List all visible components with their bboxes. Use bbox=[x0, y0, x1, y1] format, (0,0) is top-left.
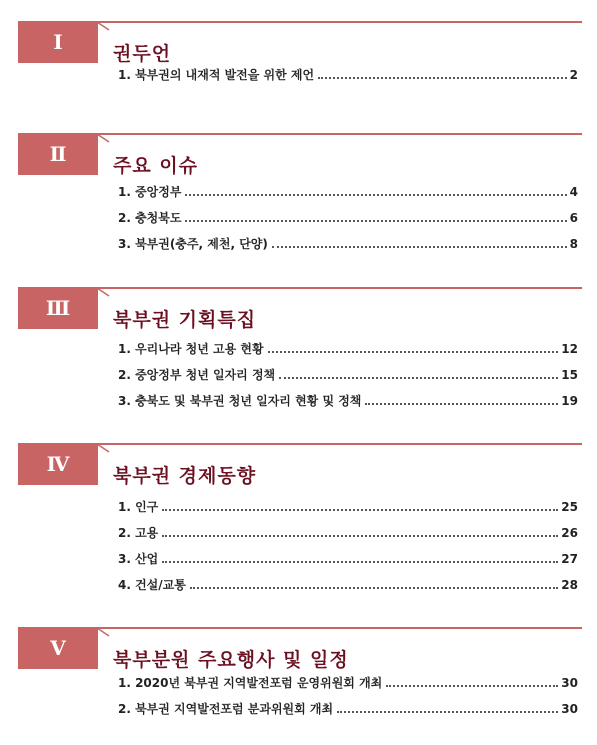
toc-entry-page: 12 bbox=[561, 342, 578, 356]
section-numeral-box bbox=[18, 287, 98, 329]
toc-entry-page: 4 bbox=[569, 185, 578, 199]
section-title: 권두언 bbox=[113, 43, 172, 65]
toc-entry-label: 1. 2020년 북부권 지역발전포럼 운영위원회 개최 bbox=[118, 676, 383, 690]
toc-entry-page: 8 bbox=[569, 237, 578, 251]
section-rule-corner bbox=[96, 627, 110, 637]
section-rule bbox=[98, 287, 582, 289]
toc-entry[interactable] bbox=[118, 700, 578, 726]
section-items bbox=[118, 340, 578, 418]
section-numeral-box bbox=[18, 627, 98, 669]
toc-entry-page: 15 bbox=[561, 368, 578, 382]
toc-entry-label: 1. 중앙정부 bbox=[118, 185, 182, 199]
toc-entry[interactable] bbox=[118, 576, 578, 602]
toc-entry-page: 28 bbox=[561, 578, 578, 592]
dot-leader bbox=[162, 535, 558, 537]
toc-entry-label: 2. 고용 bbox=[118, 526, 159, 540]
section-numeral: Ⅲ bbox=[45, 296, 71, 320]
toc-entry[interactable] bbox=[118, 366, 578, 392]
section-rule bbox=[98, 627, 582, 629]
section-numeral: Ⅰ bbox=[53, 30, 63, 54]
toc-entry-page: 30 bbox=[561, 702, 578, 716]
toc-entry-label: 3. 충북도 및 북부권 청년 일자리 현황 및 정책 bbox=[118, 394, 362, 408]
section-rule-corner bbox=[96, 133, 110, 143]
dot-leader bbox=[272, 246, 567, 248]
dot-leader bbox=[279, 377, 558, 379]
toc-entry[interactable] bbox=[118, 674, 578, 700]
toc-entry[interactable] bbox=[118, 498, 578, 524]
toc-entry-label: 3. 산업 bbox=[118, 552, 159, 566]
section-rule bbox=[98, 443, 582, 445]
section-numeral-box bbox=[18, 21, 98, 63]
toc-entry-label: 2. 중앙정부 청년 일자리 정책 bbox=[118, 368, 276, 382]
toc-entry[interactable] bbox=[118, 66, 578, 92]
dot-leader bbox=[337, 711, 558, 713]
toc-entry-label: 4. 건설/교통 bbox=[118, 578, 186, 592]
toc-entry[interactable] bbox=[118, 392, 578, 418]
section-title: 북부권 경제동향 bbox=[113, 465, 257, 487]
dot-leader bbox=[386, 685, 558, 687]
section-rule-corner bbox=[96, 443, 110, 453]
section-numeral: Ⅳ bbox=[46, 452, 70, 476]
dot-leader bbox=[268, 351, 559, 353]
dot-leader bbox=[318, 77, 567, 79]
section-title: 북부권 기획특집 bbox=[113, 309, 257, 331]
section-rule-corner bbox=[96, 287, 110, 297]
section-items bbox=[118, 674, 578, 726]
dot-leader bbox=[162, 561, 558, 563]
toc-entry-page: 26 bbox=[561, 526, 578, 540]
toc-entry[interactable] bbox=[118, 235, 578, 261]
toc-entry-label: 2. 충청북도 bbox=[118, 211, 182, 225]
toc-entry-label: 3. 북부권(충주, 제천, 단양) bbox=[118, 237, 268, 251]
toc-entry[interactable] bbox=[118, 183, 578, 209]
toc-entry-page: 25 bbox=[561, 500, 578, 514]
section-rule bbox=[98, 21, 582, 23]
section-rule-corner bbox=[96, 21, 110, 31]
toc-entry-page: 2 bbox=[569, 68, 578, 82]
toc-entry[interactable] bbox=[118, 340, 578, 366]
section-items bbox=[118, 498, 578, 602]
toc-entry-label: 2. 북부권 지역발전포럼 분과위원회 개최 bbox=[118, 702, 334, 716]
section-numeral-box bbox=[18, 443, 98, 485]
section-rule bbox=[98, 133, 582, 135]
toc-entry-page: 27 bbox=[561, 552, 578, 566]
section-numeral-box bbox=[18, 133, 98, 175]
section-numeral: Ⅱ bbox=[49, 142, 67, 166]
toc-entry-label: 1. 북부권의 내재적 발전을 위한 제언 bbox=[118, 68, 315, 82]
dot-leader bbox=[185, 194, 566, 196]
section-numeral: Ⅴ bbox=[50, 636, 66, 660]
dot-leader bbox=[190, 587, 558, 589]
toc-entry[interactable] bbox=[118, 524, 578, 550]
toc-entry[interactable] bbox=[118, 209, 578, 235]
section-items bbox=[118, 183, 578, 261]
toc-entry-label: 1. 인구 bbox=[118, 500, 159, 514]
section-title: 북부분원 주요행사 및 일정 bbox=[113, 649, 349, 671]
toc-entry-page: 6 bbox=[569, 211, 578, 225]
dot-leader bbox=[365, 403, 558, 405]
toc-entry-page: 30 bbox=[561, 676, 578, 690]
section-items bbox=[118, 66, 578, 92]
dot-leader bbox=[162, 509, 558, 511]
toc-entry-label: 1. 우리나라 청년 고용 현황 bbox=[118, 342, 264, 356]
section-title: 주요 이슈 bbox=[113, 155, 199, 177]
toc-entry[interactable] bbox=[118, 550, 578, 576]
toc-entry-page: 19 bbox=[561, 394, 578, 408]
dot-leader bbox=[185, 220, 566, 222]
